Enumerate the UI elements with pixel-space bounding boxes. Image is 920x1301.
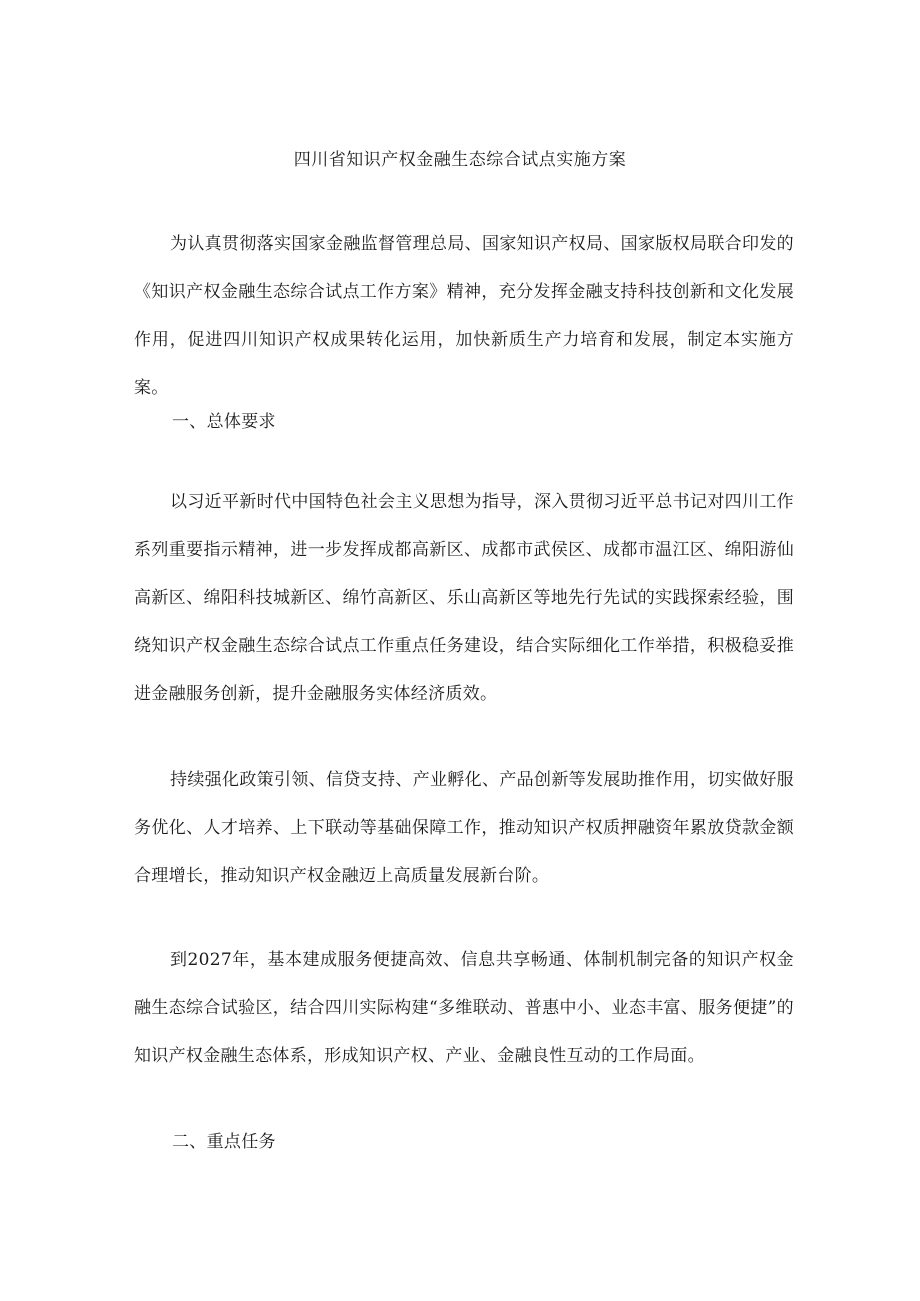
intro-paragraph: 为认真贯彻落实国家金融监督管理总局、国家知识产权局、国家版权局联合印发的《知识产权金融生态综合试点工作方案》精神，充分发挥金融支持科技创新和文化发展作用，促进四川知识产权成果转化运用，加快新质生产力培育和发展，制定本实施方案。 — [134, 234, 794, 398]
document-title: 四川省知识产权金融生态综合试点实施方案 — [293, 150, 627, 170]
section-heading-overall-requirements: 一、总体要求 — [172, 412, 276, 432]
paragraph-measures: 持续强化政策引领、信贷支持、产业孵化、产品创新等发展助推作用，切实做好服务优化、人才培养、上下联动等基础保障工作，推动知识产权质押融资年累放贷款金额合理增长，推动知识产权金融迈上高质量发展新台阶。 — [134, 770, 794, 886]
paragraph-goal-2027: 到2027年，基本建成服务便捷高效、信息共享畅通、体制机制完备的知识产权金融生态综合试验区，结合四川实际构建“多维联动、普惠中小、业态丰富、服务便捷”的知识产权金融生态体系，形成知识产权、产业、金融良性互动的工作局面。 — [134, 950, 794, 1066]
section-heading-key-tasks: 二、重点任务 — [172, 1132, 276, 1152]
paragraph-guiding-principle: 以习近平新时代中国特色社会主义思想为指导，深入贯彻习近平总书记对四川工作系列重要指示精神，进一步发挥成都高新区、成都市武侯区、成都市温江区、绵阳游仙高新区、绵阳科技城新区、绵竹高新区、乐山高新区等地先行先试的实践探索经验，围绕知识产权金融生态综合试点工作重点任务建设，结合实际细化工作举措，积极稳妥推进金融服务创新，提升金融服务实体经济质效。 — [134, 492, 794, 704]
